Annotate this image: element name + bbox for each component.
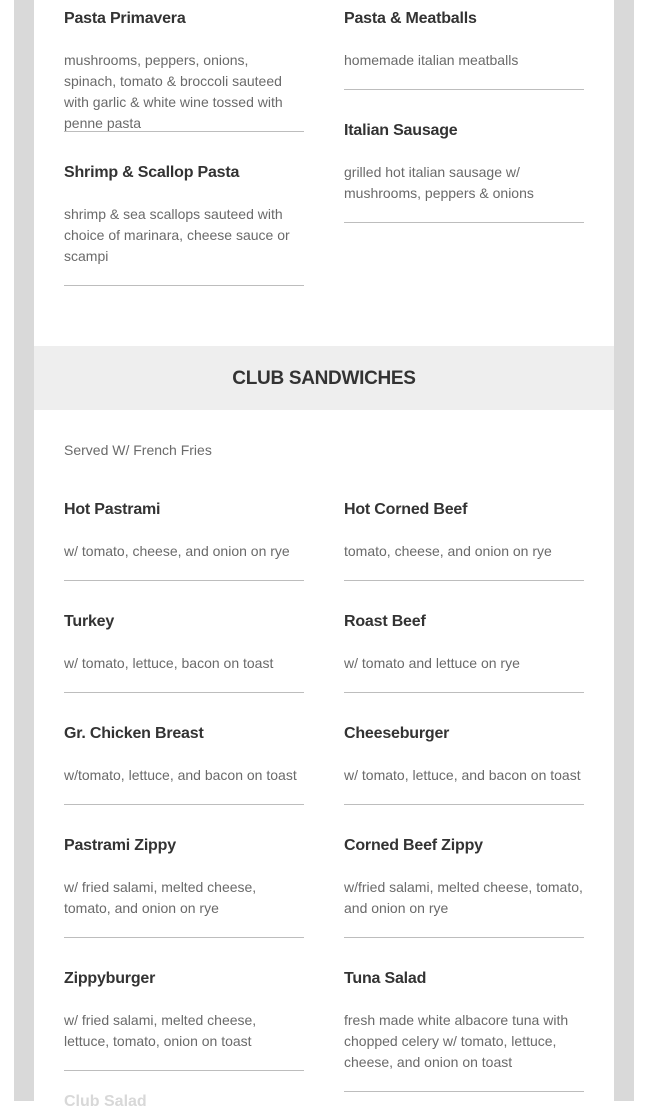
menu-item-title: Hot Pastrami (64, 501, 161, 518)
menu-item-title: Roast Beef (344, 613, 426, 630)
section-note: Served W/ French Fries (64, 442, 212, 458)
menu-item (344, 970, 584, 1092)
menu-item-description: w/ tomato, cheese, and onion on rye (64, 543, 290, 559)
menu-item-description: fresh made white albacore tuna with chopped celery w/ tomato, lettuce, cheese, and onion on toast (344, 1012, 569, 1070)
menu-item-description: grilled hot italian sausage w/ mushrooms, peppers & onions (344, 164, 534, 201)
next-item-title-partial: Club Salad (64, 1093, 147, 1110)
menu-item-description: shrimp & sea scallops sauteed with choice of marinara, cheese sauce or scampi (64, 206, 290, 264)
section-header-club-sandwiches (34, 346, 614, 410)
pasta-section (34, 0, 614, 346)
menu-item-title: Hot Corned Beef (344, 501, 468, 518)
menu-item (344, 837, 584, 938)
menu-item-description: mushrooms, peppers, onions, spinach, tomato & broccoli sauteed with garlic & white wine tossed with penne pasta (64, 52, 283, 131)
menu-item-description: w/ fried salami, melted cheese, tomato, and onion on rye (64, 879, 257, 916)
menu-item-title: Turkey (64, 613, 115, 630)
menu-item-description: w/tomato, lettuce, and bacon on toast (64, 767, 297, 783)
menu-item-description: w/ fried salami, melted cheese, lettuce, tomato, onion on toast (64, 1012, 257, 1049)
menu-item-description: homemade italian meatballs (344, 52, 519, 68)
menu-item-title: Italian Sausage (344, 122, 458, 139)
menu-item (64, 970, 304, 1071)
menu-item (64, 10, 304, 132)
menu-item (344, 725, 584, 805)
menu-item-description: w/fried salami, melted cheese, tomato, and onion on rye (344, 879, 583, 916)
menu-item (64, 725, 304, 805)
menu-item-title: Pastrami Zippy (64, 837, 176, 854)
menu-item-title: Gr. Chicken Breast (64, 725, 204, 742)
menu-item (64, 613, 304, 693)
menu-item-description: w/ tomato, lettuce, bacon on toast (64, 655, 274, 671)
menu-item-title: Pasta & Meatballs (344, 10, 477, 27)
menu-item-description: tomato, cheese, and onion on rye (344, 543, 552, 559)
menu-item-title: Cheeseburger (344, 725, 450, 742)
menu-item (64, 164, 304, 286)
menu-item-description: w/ tomato and lettuce on rye (344, 655, 520, 671)
menu-item-title: Corned Beef Zippy (344, 837, 483, 854)
menu-item-title: Pasta Primavera (64, 10, 186, 27)
section-title: CLUB SANDWICHES (232, 368, 416, 389)
menu-item-title: Zippyburger (64, 970, 156, 987)
menu-item (64, 837, 304, 938)
menu-item (64, 501, 304, 581)
menu-item-title: Tuna Salad (344, 970, 427, 987)
menu-item-title: Shrimp & Scallop Pasta (64, 164, 240, 181)
menu-item (344, 122, 584, 223)
menu-item (344, 613, 584, 693)
menu-item (344, 10, 584, 90)
menu-item (344, 501, 584, 581)
menu-item-description: w/ tomato, lettuce, and bacon on toast (344, 767, 581, 783)
menu-card (34, 0, 614, 1110)
